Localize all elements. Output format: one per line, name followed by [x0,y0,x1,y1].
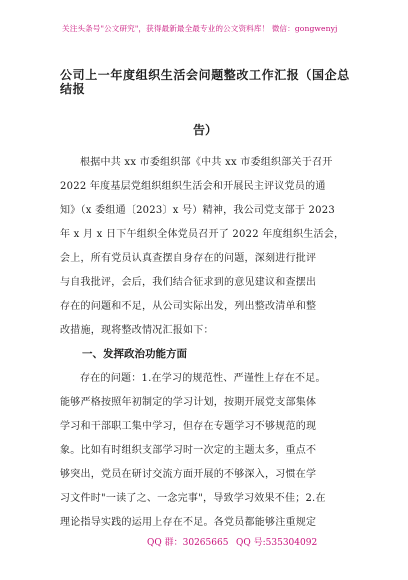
paragraph-line: 习文件时"一读了之、一念完事"，导致学习效果不佳；2.在 [60,493,326,504]
paragraph-line: 会上，所有党员认真查摆自身存在的问题，深刻进行批评 [60,253,317,264]
paragraph-line: 2022 年度基层党组织组织生活会和开展民主评议党员的通 [60,181,326,192]
section-heading: 一、发挥政治功能方面 [82,348,187,360]
paragraph-line: 根据中共 xx 市委组织部《中共 xx 市委组织部关于召开 [80,157,333,168]
paragraph-line: 够突出，党员在研讨交流方面开展的不够深入，习惯在学 [60,469,317,480]
qq-group-number: QQ 群：30265665 [147,538,229,548]
paragraph-line: 象。比如有时组织支部学习时一次定的主题太多，重点不 [60,445,317,456]
paragraph-line: 存在的问题：1.在学习的规范性、严谨性上存在不足。 [80,373,326,384]
paragraph-line: 知》（x 委组通〔2023〕x 号）精神，我公司党支部于 2023 [60,205,335,216]
paragraph-line: 存在的问题和不足，从公司实际出发，列出整改清单和整 [60,301,317,312]
paragraph-line: 改措施，现将整改情况汇报如下： [60,325,214,336]
paragraph-line: 学习和干部职工集中学习，但存在专题学习不够规范的现 [60,421,317,432]
qq-number: QQ 号:535304092 [236,538,318,548]
paragraph-line: 理论指导实践的运用上存在不足。各党员都能够注重规定 [60,517,317,528]
paragraph-line: 年 x 月 x 日下午组织全体党员召开了 2022 年度组织生活会， [60,229,345,240]
paragraph-line: 与自我批评，会后，我们结合征求到的意见建议和查摆出 [60,277,317,288]
footer-contact [0,536,408,550]
paragraph-line: 能够严格按照年初制定的学习计划，按期开展党支部集体 [60,397,317,408]
promo-banner: 关注头条号"公文研究"，获得最新最全最专业的公文资料库！ 微信：gongwenyj [62,24,338,33]
document-title-continuation: 告） [193,123,218,137]
document-title: 公司上一年度组织生活会问题整改工作汇报（国企总结报 [60,68,350,96]
